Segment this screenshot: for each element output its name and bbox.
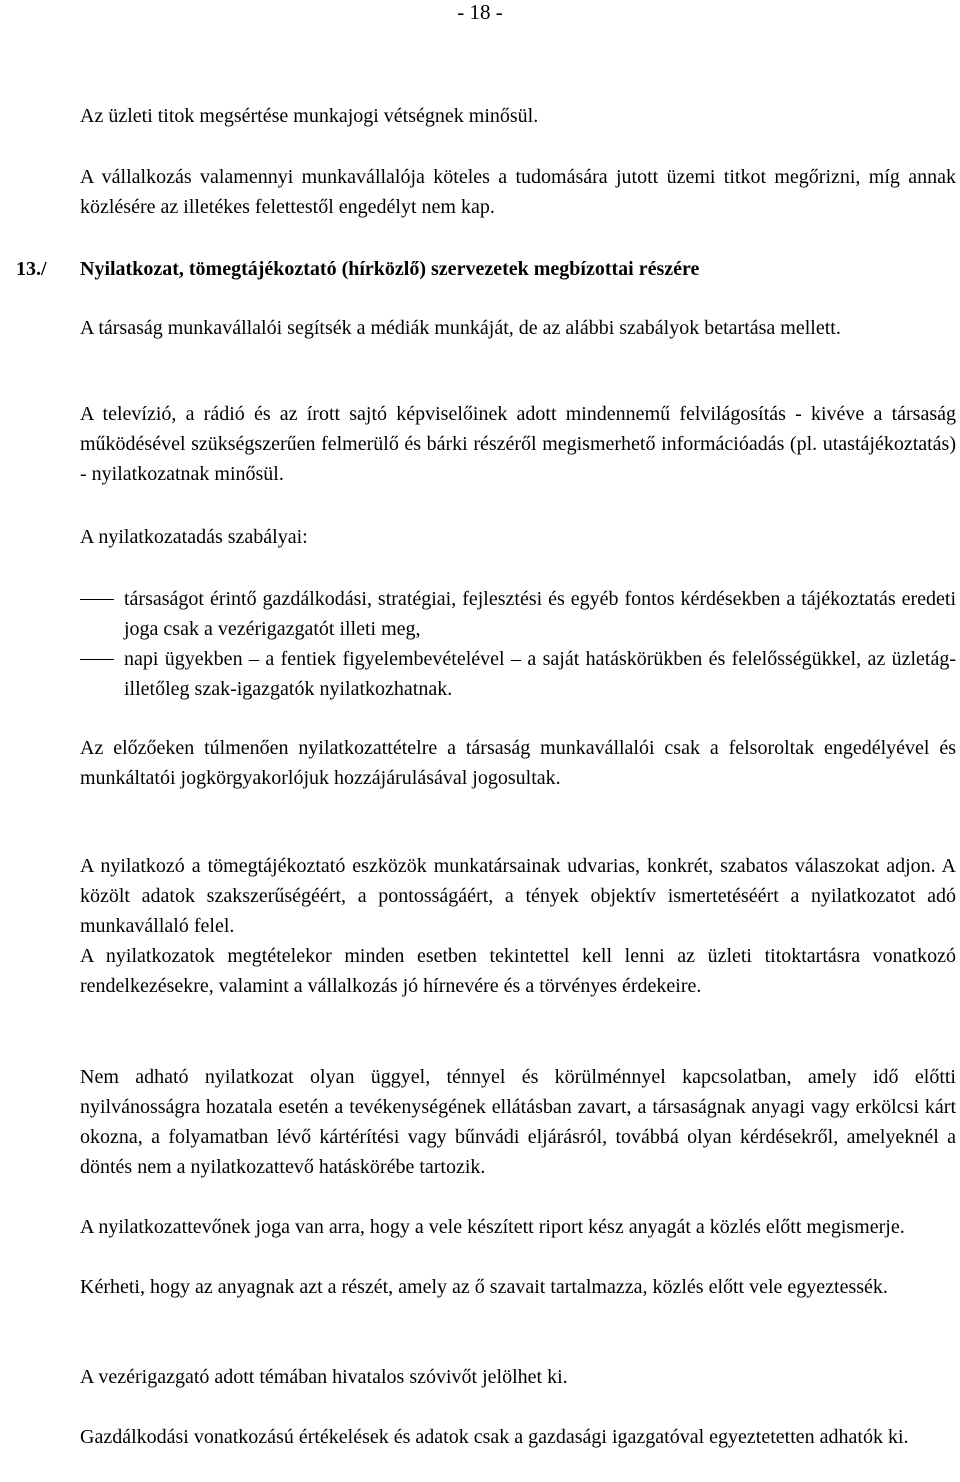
list-item — [80, 644, 956, 704]
paragraph-reconcile: Kérheti, hogy az anyagnak azt a részét, amely az ő szavait tartalmazza, közlés előtt vele egyeztessék. — [80, 1276, 888, 1298]
paragraph-answer-quality: A nyilatkozó a tömegtájékoztató eszközök munkatársainak udvarias, konkrét, szabatos válaszokat adjon. A közölt adatok szakszerűségéért, a pontosságáért, a tények objektív ismertetéséért a nyilatkozatot adó munkavállaló felel. — [80, 855, 956, 937]
list-item — [80, 584, 956, 644]
list-item-text: társaságot érintő gazdálkodási, stratégiai, fejlesztési és egyéb fontos kérdésekben a tájékoztatás eredeti joga csak a vezérigazgatót illeti meg, — [124, 588, 956, 640]
paragraph-economic-data: Gazdálkodási vonatkozású értékelések és adatok csak a gazdasági igazgatóval egyeztetetten adhatók ki. — [80, 1426, 909, 1448]
paragraph-media-support: A társaság munkavállalói segítsék a médiák munkáját, de az alábbi szabályok betartása mellett. — [80, 317, 841, 339]
section-title: Nyilatkozat, tömegtájékoztató (hírközlő) szervezetek megbízottai részére — [80, 258, 700, 280]
section-number: 13./ — [16, 258, 47, 280]
paragraph-authorization: Az előzőeken túlmenően nyilatkozattételre a társaság munkavállalói csak a felsoroltak engedélyével és munkáltatói jogkörgyakorlójuk hozzájárulásával jogosultak. — [80, 737, 956, 789]
page-number: - 18 - — [457, 0, 503, 24]
paragraph-prohibited-statements: Nem adható nyilatkozat olyan üggyel, ténnyel és körülménnyel kapcsolatban, amely idő előtti nyilvánosságra hozatala esetén a tevékenységének ellátásban zavart, a társaságnak anyagi vagy erkölcsi kárt okozna, a folyamatban lévő kártérítési vagy bűnvádi eljárásról, továbbá olyan kérdésekről, amelyeknél a döntés nem a nyilatkozattevő hatáskörébe tartozik. — [80, 1066, 956, 1178]
paragraph-spokesperson: A vezérigazgató adott témában hivatalos szóvivőt jelölhet ki. — [80, 1366, 568, 1388]
paragraph-rules-intro: A nyilatkozatadás szabályai: — [80, 526, 308, 548]
paragraph-statement-definition: A televízió, a rádió és az írott sajtó képviselőinek adott mindennemű felvilágosítás - kivéve a társaság működésével szükségszerűen felmerülő és bárki részéről megismerhető információadás (pl. utastájékoztatás) - nyilatkozatnak minősül. — [80, 403, 956, 485]
paragraph-confidentiality: A vállalkozás valamennyi munkavállalója köteles a tudomására jutott üzemi titkot megőrizni, míg annak közlésére az illetékes felettestől engedélyt nem kap. — [80, 166, 956, 218]
paragraph-trade-secret: Az üzleti titok megsértése munkajogi vétségnek minősül. — [80, 105, 539, 127]
paragraph-review-right: A nyilatkozattevőnek joga van arra, hogy a vele készített riport kész anyagát a közlés előtt megismerje. — [80, 1216, 905, 1238]
section-heading — [16, 254, 956, 284]
paragraph-business-secrecy: A nyilatkozatok megtételekor minden esetben tekintettel kell lenni az üzleti titoktartásra vonatkozó rendelkezésekre, valamint a vállalkozás jó hírnevére és a törvényes érdekeire. — [80, 945, 956, 997]
list-item-text: napi ügyekben – a fentiek figyelembevételével – a saját hatáskörükben és felelősségükkel, az üzletág- illetőleg szak-igazgatók nyilatkozhatnak. — [124, 648, 956, 700]
